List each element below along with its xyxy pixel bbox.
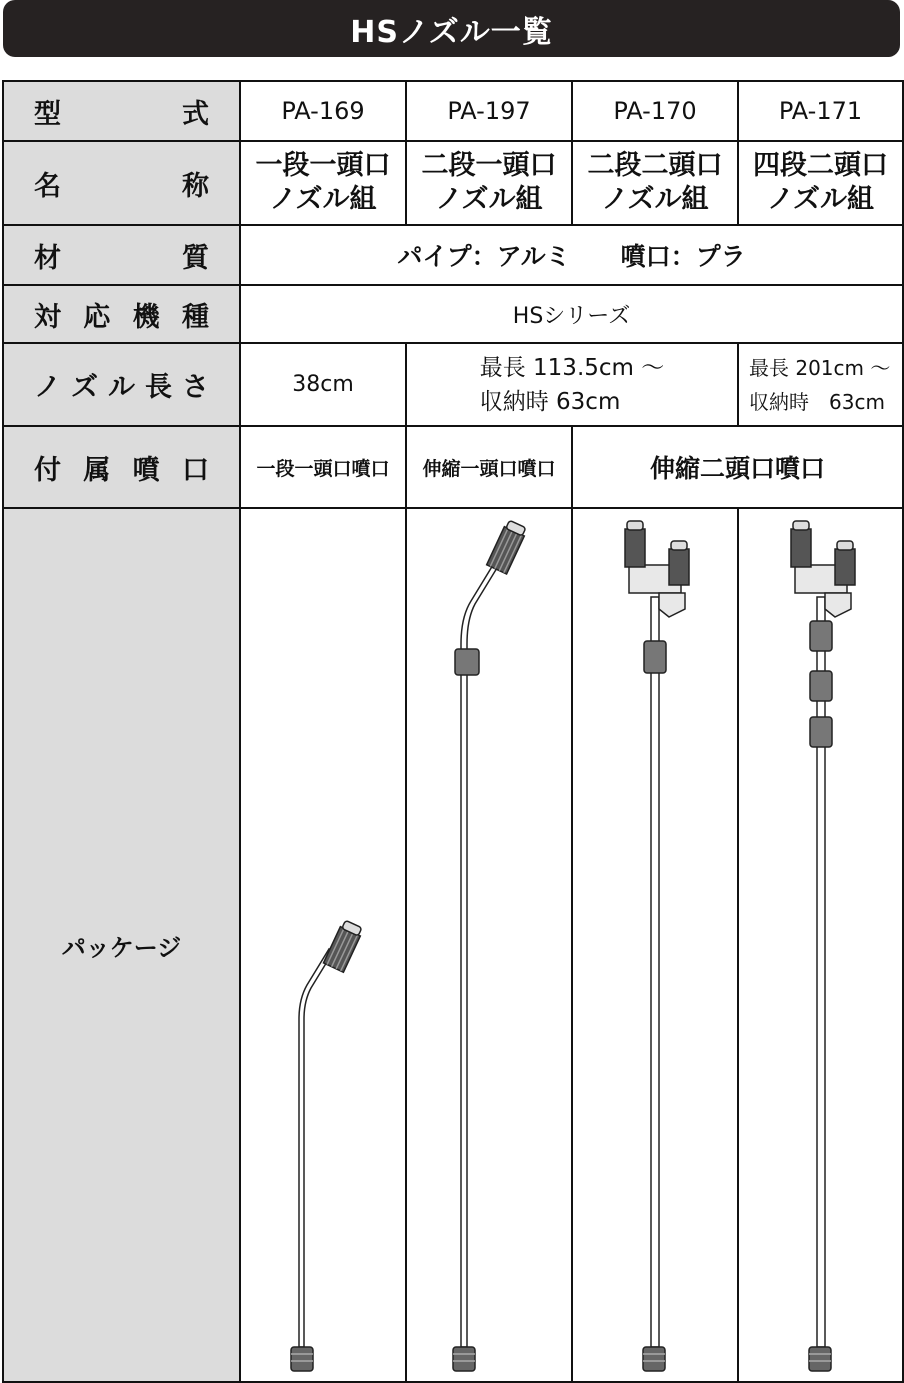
header-package: パッケージ xyxy=(3,508,240,1382)
double-head-four-stage-nozzle-icon xyxy=(739,509,903,1382)
page-title: HSノズル一覧 xyxy=(350,14,553,50)
model-pa169: PA-169 xyxy=(240,81,406,141)
length-pa169: 38cm xyxy=(240,343,406,426)
row-model xyxy=(3,81,903,141)
header-compatible: 対 応 機 種 xyxy=(3,285,240,343)
header-name: 名 称 xyxy=(3,141,240,225)
package-pa171 xyxy=(738,508,903,1382)
row-name xyxy=(3,141,903,225)
name-pa170: 二段二頭口 ノズル組 xyxy=(572,141,738,225)
header-nozzle: 付 属 噴 口 xyxy=(3,426,240,508)
nozzle-pa170-pa171: 伸縮二頭口噴口 xyxy=(572,426,903,508)
row-material xyxy=(3,225,903,285)
double-head-nozzle-icon xyxy=(573,509,738,1382)
compatible-value: HSシリーズ xyxy=(240,285,903,343)
length-pa197-pa170: 最長 113.5cm ～ 収納時 63cm xyxy=(406,343,738,426)
header-length: ノ ズ ル 長 さ xyxy=(3,343,240,426)
row-compatible xyxy=(3,285,903,343)
row-nozzle xyxy=(3,426,903,508)
nozzle-pa169: 一段一頭口噴口 xyxy=(240,426,406,508)
spec-table xyxy=(2,80,904,1383)
name-pa169: 一段一頭口 ノズル組 xyxy=(240,141,406,225)
row-package xyxy=(3,508,903,1382)
package-pa197 xyxy=(406,508,572,1382)
title-bar xyxy=(3,0,900,57)
package-pa170 xyxy=(572,508,738,1382)
name-pa171: 四段二頭口 ノズル組 xyxy=(738,141,903,225)
length-pa171: 最長 201cm ～ 収納時 63cm xyxy=(738,343,903,426)
single-head-long-nozzle-icon xyxy=(407,509,572,1382)
model-pa170: PA-170 xyxy=(572,81,738,141)
row-length xyxy=(3,343,903,426)
model-pa171: PA-171 xyxy=(738,81,903,141)
package-pa169 xyxy=(240,508,406,1382)
header-material: 材 質 xyxy=(3,225,240,285)
model-pa197: PA-197 xyxy=(406,81,572,141)
material-value: パイプ：アルミ 噴口：プラ xyxy=(240,225,903,285)
name-pa197: 二段一頭口 ノズル組 xyxy=(406,141,572,225)
single-head-short-nozzle-icon xyxy=(241,509,406,1382)
nozzle-pa197: 伸縮一頭口噴口 xyxy=(406,426,572,508)
header-model: 型 式 xyxy=(3,81,240,141)
